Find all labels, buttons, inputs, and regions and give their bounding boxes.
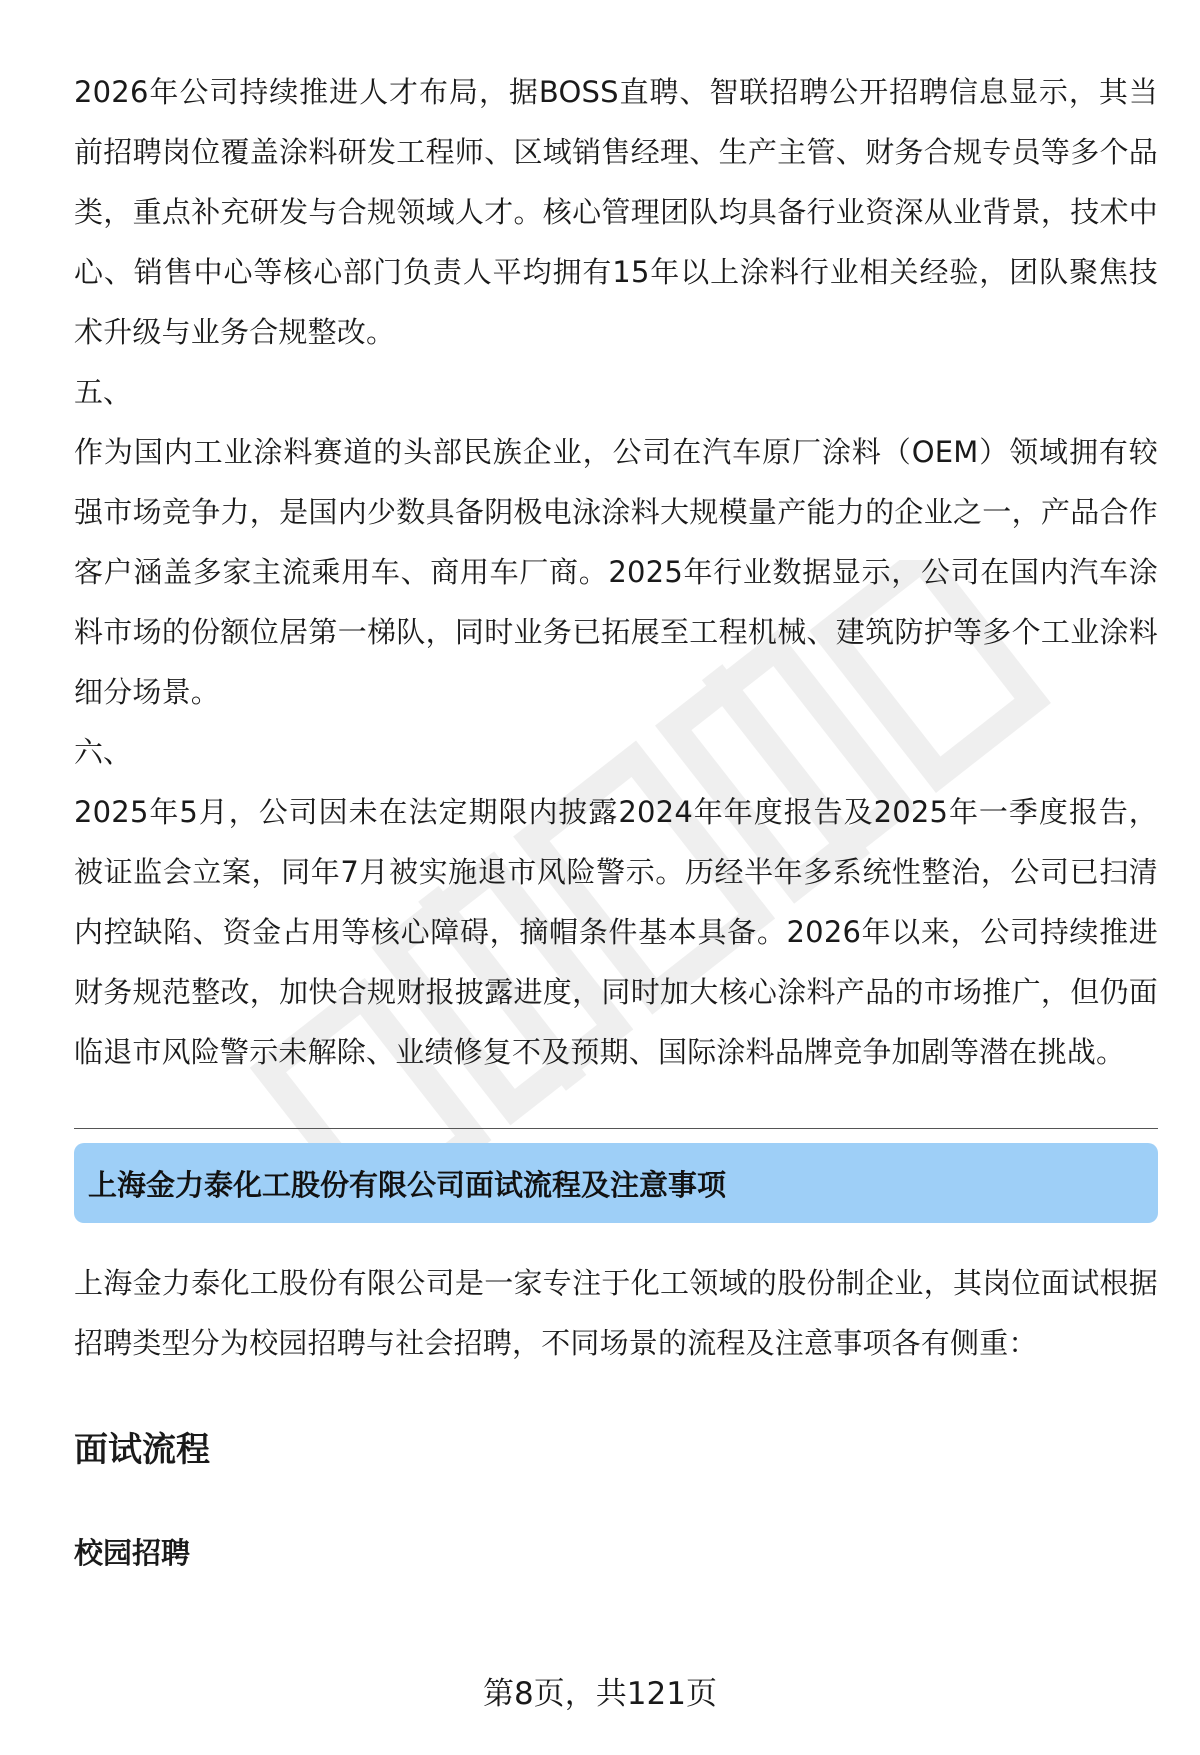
campus-recruitment-heading: 校园招聘: [74, 1536, 191, 1570]
heading-six: 六、: [74, 735, 133, 769]
paragraph-market: 作为国内工业涂料赛道的头部民族企业，公司在汽车原厂涂料（OEM）领域拥有较强市场竞争力，是国内少数具备阴极电泳涂料大规模量产能力的企业之一，产品合作客户涵盖多家主流乘用车、商用车厂商。2025年行业数据显示，公司在国内汽车涂料市场的份额位居第一梯队，同时业务已拓展至工程机械、建筑防护等多个工业涂料细分场景。: [74, 435, 1158, 709]
paragraph-talent: 2026年公司持续推进人才布局，据BOSS直聘、智联招聘公开招聘信息显示，其当前招聘岗位覆盖涂料研发工程师、区域销售经理、生产主管、财务合规专员等多个品类，重点补充研发与合规领域人才。核心管理团队均具备行业资深从业背景，技术中心、销售中心等核心部门负责人平均拥有15年以上涂料行业相关经验，团队聚焦技术升级与业务合规整改。: [74, 75, 1158, 349]
section-intro: 上海金力泰化工股份有限公司是一家专注于化工领域的股份制企业，其岗位面试根据招聘类型分为校园招聘与社会招聘，不同场景的流程及注意事项各有侧重：: [74, 1266, 1158, 1360]
interview-process-heading: 面试流程: [74, 1430, 210, 1470]
page-number: 第8页，共121页: [483, 1676, 717, 1712]
paragraph-risk: 2025年5月，公司因未在法定期限内披露2024年年度报告及2025年一季度报告，被证监会立案，同年7月被实施退市风险警示。历经半年多系统性整治，公司已扫清内控缺陷、资金占用等核心障碍，摘帽条件基本具备。2026年以来，公司持续推进财务规范整改，加快合规财报披露进度，同时加大核心涂料产品的市场推广，但仍面临退市风险警示未解除、业绩修复不及预期、国际涂料品牌竞争加剧等潜在挑战。: [74, 795, 1158, 1069]
document-page: [74, 62, 1158, 1575]
heading-five: 五、: [74, 375, 133, 409]
section-divider: [74, 1128, 1158, 1129]
section-banner: [74, 1143, 1158, 1223]
section-title: 上海金力泰化工股份有限公司面试流程及注意事项: [88, 1167, 727, 1202]
